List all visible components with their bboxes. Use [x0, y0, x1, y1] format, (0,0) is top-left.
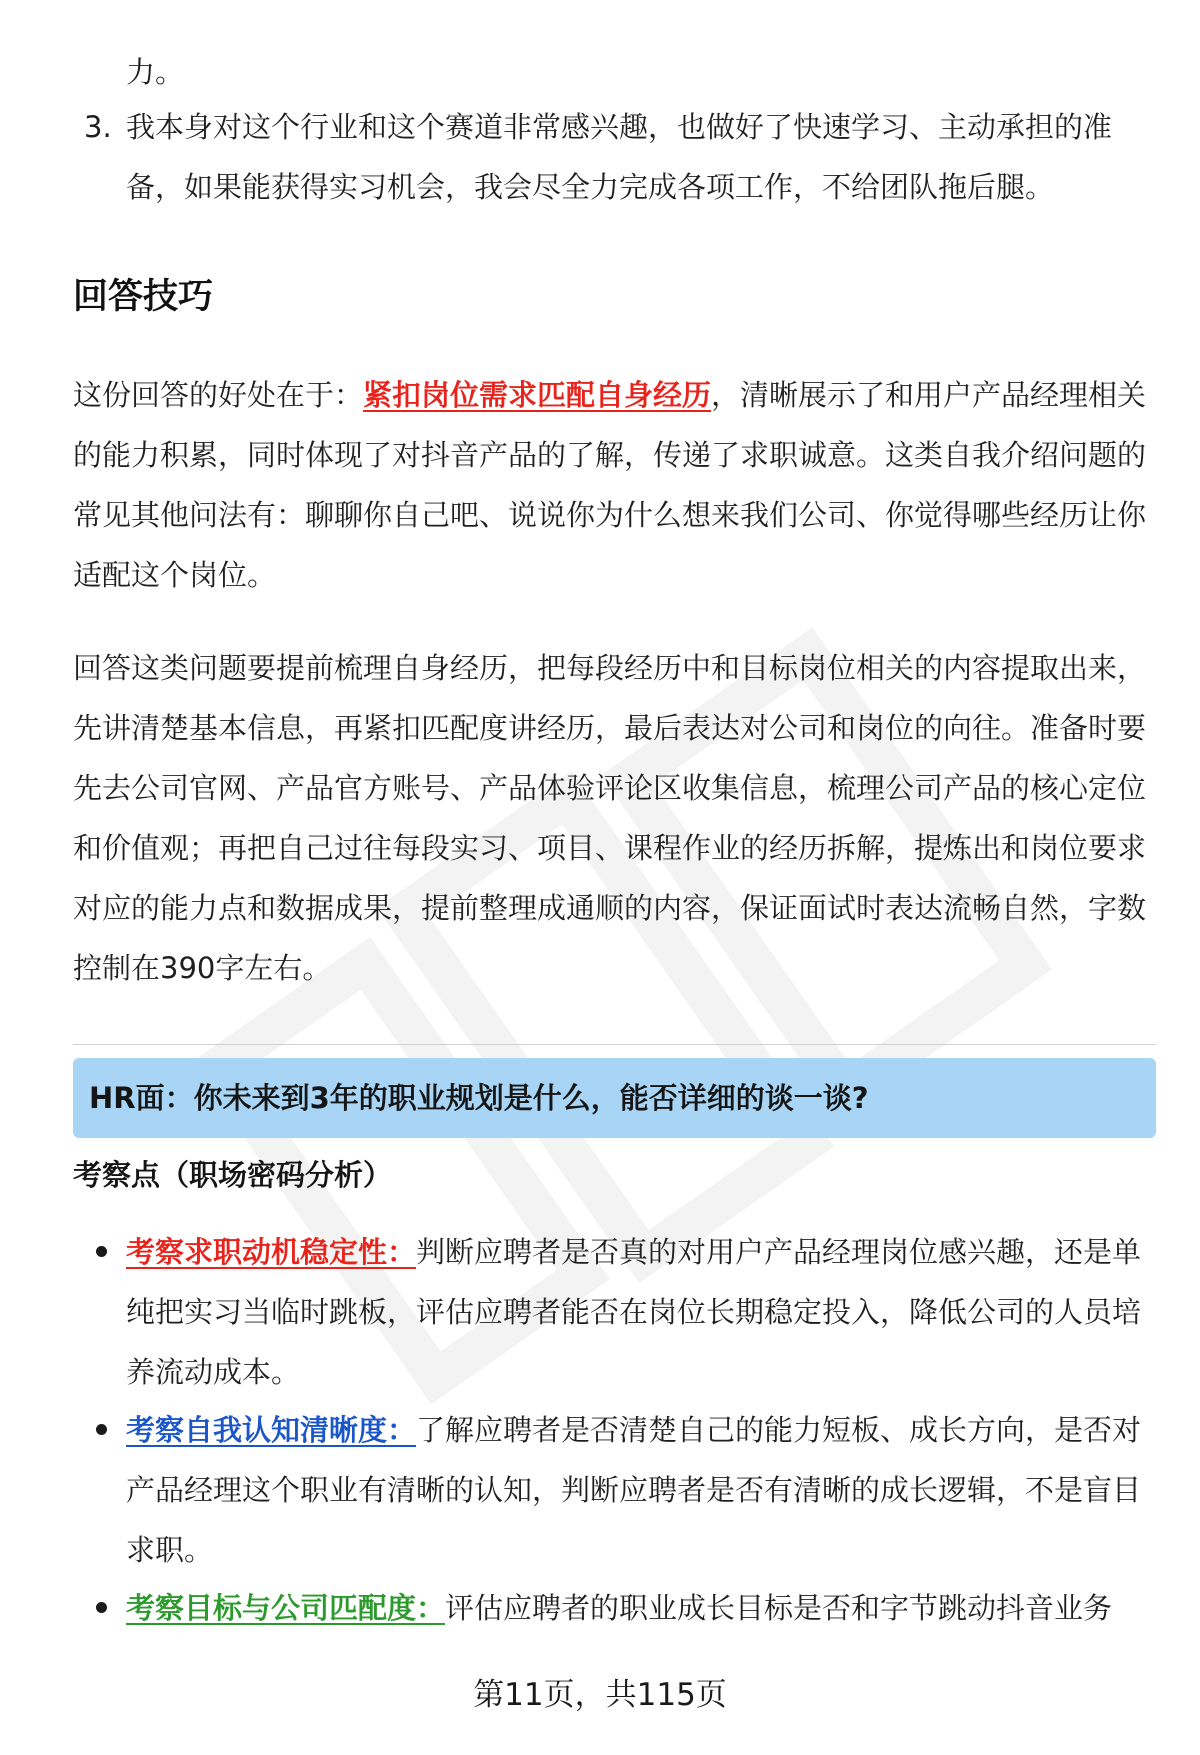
bullet-text-2: 了解应聘者是否清楚自己的能力短板、成长方向，是否对产品经理这个职业有清晰的认知，判断应聘者是否有清晰的成长逻辑，不是盲目求职。	[126, 1413, 1142, 1567]
list-item-text: 我本身对这个行业和这个赛道非常感兴趣，也做好了快速学习、主动承担的准备，如果能获得实习机会，我会尽全力完成各项工作，不给团队拖后腿。	[126, 110, 1113, 204]
continuation-text: 力。	[126, 55, 185, 89]
paragraph-1-suffix: ，清晰展示了和用户产品经理相关的能力积累，同时体现了对抖音产品的了解，传递了求职诚意。这类自我介绍问题的常见其他问法有：聊聊你自己吧、说说你为什么想来我们公司、你觉得哪些经历让你适配这个岗位。	[73, 378, 1147, 592]
bullet-dot	[96, 1246, 107, 1257]
bullet-dot	[96, 1602, 107, 1613]
bullet-text-1: 判断应聘者是否真的对用户产品经理岗位感兴趣，还是单纯把实习当临时跳板，评估应聘者能否在岗位长期稳定投入，降低公司的人员培养流动成本。	[126, 1235, 1142, 1389]
bullet-text-3: 评估应聘者的职业成长目标是否和字节跳动抖音业务	[445, 1591, 1113, 1625]
question-text: HR面：你未来到3年的职业规划是什么，能否详细的谈一谈?	[89, 1081, 869, 1115]
paragraph-2: 回答这类问题要提前梳理自身经历，把每段经历中和目标岗位相关的内容提取出来，先讲清楚基本信息，再紧扣匹配度讲经历，最后表达对公司和岗位的向往。准备时要先去公司官网、产品官方账号、产品体验评论区收集信息，梳理公司产品的核心定位和价值观；再把自己过往每段实习、项目、课程作业的经历拆解，提炼出和岗位要求对应的能力点和数据成果，提前整理成通顺的内容，保证面试时表达流畅自然，字数控制在390字左右。	[73, 651, 1147, 985]
bullet-key-3: 考察目标与公司匹配度：	[126, 1591, 446, 1625]
bullet-key-1: 考察求职动机稳定性：	[126, 1235, 417, 1269]
bullet-dot	[96, 1424, 107, 1435]
question-callout	[73, 1058, 1156, 1138]
bullet-item-1	[126, 1222, 1146, 1402]
bullet-item-3	[126, 1578, 1146, 1638]
list-number: 3.	[84, 110, 112, 144]
bullet-item-2	[126, 1400, 1146, 1580]
bullet-key-2: 考察自我认知清晰度：	[126, 1413, 417, 1447]
paragraph-1-prefix: 这份回答的好处在于：	[73, 378, 364, 412]
subheading: 考察点（职场密码分析）	[73, 1158, 393, 1192]
section-heading: 回答技巧	[73, 277, 214, 317]
page-number-footer: 第11页，共115页	[473, 1677, 727, 1713]
paragraph-1	[73, 365, 1151, 605]
divider	[73, 1044, 1156, 1045]
paragraph-1-highlight: 紧扣岗位需求匹配自身经历	[363, 378, 712, 412]
